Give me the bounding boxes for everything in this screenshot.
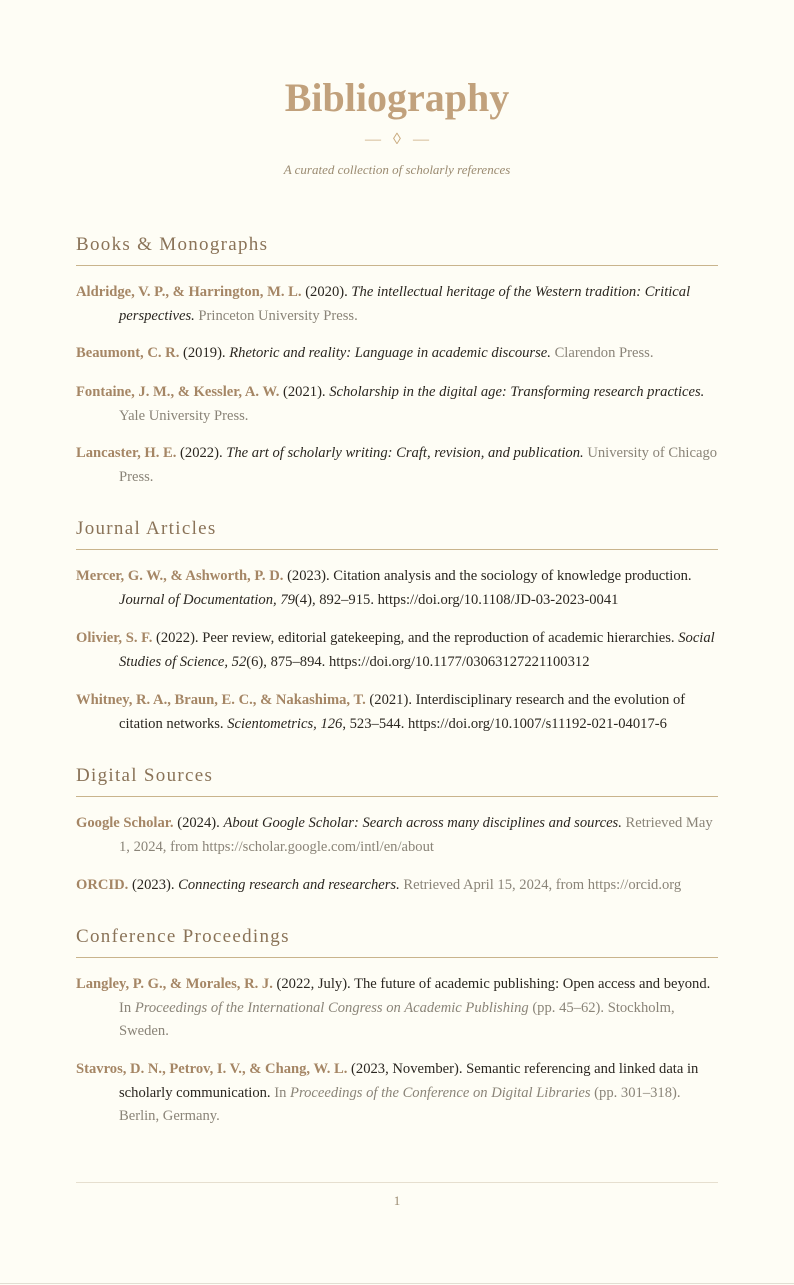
entry-publisher: Clarendon Press. — [550, 345, 654, 361]
entry-title: The intellectual heritage of the Western tradition: Critical perspectives. — [119, 284, 691, 324]
section-heading-journals: Journal Articles — [76, 517, 718, 550]
entry-title: About Google Scholar: Search across many disciplines and sources. — [223, 815, 622, 831]
entry-details: (6), 875–894. https://doi.org/10.1177/03063127221100312 — [246, 653, 590, 670]
reference-entry — [76, 812, 718, 859]
reference-entry — [76, 565, 718, 612]
entry-author: Fontaine, J. M., & Kessler, A. W. — [76, 384, 280, 400]
reference-entry — [76, 689, 718, 736]
entry-title: Interdisciplinary research and the evolution of citation networks. — [119, 692, 686, 732]
entry-title: Scholarship in the digital age: Transforming research practices. — [329, 384, 705, 400]
entry-title: Peer review, editorial gatekeeping, and the reproduction of academic hierarchies. — [202, 630, 679, 646]
reference-entry — [76, 627, 718, 674]
entry-author: Whitney, R. A., Braun, E. C., & Nakashima, T. — [76, 692, 366, 708]
entry-details: , 523–544. https://doi.org/10.1007/s11192-021-04017-6 — [342, 715, 667, 732]
page-bottom-border — [0, 1283, 794, 1284]
entry-proceedings: Proceedings of the International Congress on Academic Publishing — [134, 999, 529, 1016]
entry-title: Citation analysis and the sociology of knowledge production. — [333, 568, 692, 584]
entry-author: Olivier, S. F. — [76, 630, 153, 646]
entry-title: The art of scholarly writing: Craft, revision, and publication. — [226, 445, 584, 461]
reference-entry — [76, 381, 718, 428]
entry-journal: Scientometrics — [227, 715, 314, 732]
page-number: 1 — [393, 1193, 401, 1208]
entry-year: (2023). — [128, 877, 179, 893]
page-title: Bibliography — [284, 75, 510, 120]
entry-separator: , — [273, 591, 281, 608]
entry-year: (2023). — [283, 568, 334, 584]
reference-entry — [76, 973, 718, 1044]
reference-entry — [76, 442, 718, 489]
title-ornament: — ◊ — — [365, 131, 429, 148]
entry-volume: 52 — [231, 653, 247, 670]
reference-entry — [76, 1058, 718, 1129]
entry-publisher: Yale University Press. — [119, 407, 249, 424]
entry-title: Semantic referencing and linked data in scholarly communication. — [119, 1061, 699, 1101]
entry-journal: Social Studies of Science — [119, 630, 715, 670]
entry-year: (2022, July). — [272, 976, 355, 992]
entry-details: (pp. 45–62). Stockholm, Sweden. — [119, 999, 675, 1039]
entry-retrieved: Retrieved April 15, 2024, from https://orcid.org — [399, 877, 682, 893]
entry-in: In — [119, 999, 135, 1016]
entry-year: (2022). — [152, 630, 203, 646]
entry-publisher: University of Chicago Press. — [119, 445, 718, 485]
entry-year: (2020). — [301, 284, 352, 300]
section-heading-conference: Conference Proceedings — [76, 925, 718, 958]
section-heading-digital: Digital Sources — [76, 764, 718, 797]
entry-author: ORCID. — [76, 877, 129, 893]
entry-title: Connecting research and researchers. — [178, 877, 400, 893]
footer-divider — [76, 1182, 718, 1183]
entry-author: Google Scholar. — [76, 815, 174, 831]
entry-details: (pp. 301–318). Berlin, Germany. — [119, 1084, 681, 1124]
page-subtitle: A curated collection of scholarly references — [283, 162, 511, 177]
entry-author: Stavros, D. N., Petrov, I. V., & Chang, W. L. — [76, 1061, 348, 1077]
entry-year: (2022). — [176, 445, 227, 461]
reference-entry — [76, 342, 718, 366]
entry-title: The future of academic publishing: Open access and beyond. — [354, 976, 711, 992]
entry-year: (2024). — [173, 815, 224, 831]
entry-publisher: Princeton University Press. — [194, 307, 358, 324]
entry-title: Rhetoric and reality: Language in academic discourse. — [229, 345, 551, 361]
entry-author: Mercer, G. W., & Ashworth, P. D. — [76, 568, 284, 584]
reference-entry — [76, 281, 718, 328]
entry-author: Aldridge, V. P., & Harrington, M. L. — [76, 284, 302, 300]
entry-retrieved: Retrieved May 1, 2024, from https://scholar.google.com/intl/en/about — [119, 815, 713, 855]
entry-author: Lancaster, H. E. — [76, 445, 177, 461]
entry-proceedings: Proceedings of the Conference on Digital Libraries — [290, 1084, 591, 1101]
entry-author: Beaumont, C. R. — [76, 345, 180, 361]
entry-volume: 126 — [320, 715, 343, 732]
entry-journal: Journal of Documentation — [119, 591, 274, 608]
entry-author: Langley, P. G., & Morales, R. J. — [76, 976, 273, 992]
entry-year: (2021). — [279, 384, 330, 400]
section-heading-books: Books & Monographs — [76, 233, 718, 266]
entry-year: (2021). — [365, 692, 416, 708]
entry-separator: , — [313, 715, 321, 732]
entry-volume: 79 — [280, 591, 295, 608]
entry-year: (2019). — [179, 345, 230, 361]
reference-entry — [76, 874, 718, 898]
entry-in: In — [270, 1084, 291, 1101]
entry-year: (2023, November). — [347, 1061, 467, 1077]
entry-details: (4), 892–915. https://doi.org/10.1108/JD-03-2023-0041 — [294, 591, 619, 608]
entry-separator: , — [224, 653, 232, 670]
